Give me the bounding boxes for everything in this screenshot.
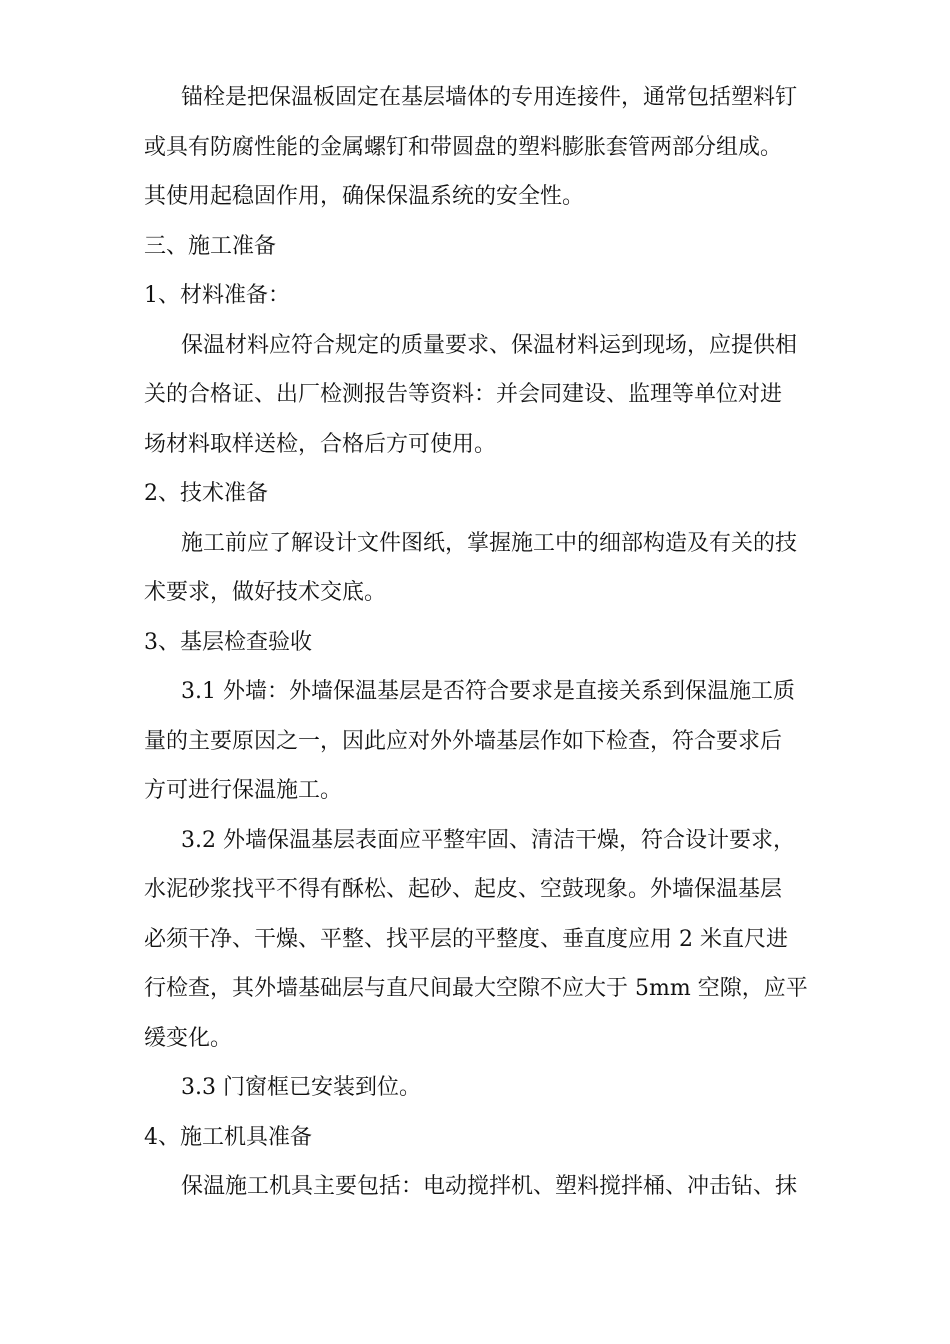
text-line: 三、施工准备 [144,233,277,259]
text-line: 4、施工机具准备 [144,1124,312,1150]
text-line: 关的合格证、出厂检测报告等资料：并会同建设、监理等单位对进 [144,382,783,407]
text-line: 术要求，做好技术交底。 [144,580,387,605]
text-line: 1、材料准备： [144,283,290,308]
text-line: 保温施工机具主要包括：电动搅拌机、塑料搅拌桶、冲击钻、抹 [181,1174,798,1199]
text-line: 量的主要原因之一，因此应对外外墙基层作如下检查，符合要求后 [144,728,783,754]
text-line: 水泥砂浆找平不得有酥松、起砂、起皮、空鼓现象。外墙保温基层 [144,877,783,902]
text-line: 3、基层检查验收 [144,629,312,655]
text-line: 缓变化。 [144,1025,233,1051]
text-line: 场材料取样送检，合格后方可使用。 [144,431,497,457]
text-line: 2、技术准备 [144,481,268,506]
text-line: 保温材料应符合规定的质量要求、保温材料运到现场，应提供相 [181,332,798,358]
text-line: 施工前应了解设计文件图纸，掌握施工中的细部构造及有关的技 [181,530,798,556]
text-line: 行检查，其外墙基础层与直尺间最大空隙不应大于 5mm 空隙，应平 [144,976,808,1001]
text-line: 必须干净、干燥、平整、找平层的平整度、垂直度应用 2 米直尺进 [144,926,788,952]
text-line: 其使用起稳固作用，确保保温系统的安全性。 [144,184,585,209]
text-line: 锚栓是把保温板固定在基层墙体的专用连接件，通常包括塑料钉 [181,85,798,110]
text-line: 3.2 外墙保温基层表面应平整牢固、清洁干燥，符合设计要求， [181,827,795,853]
text-line: 3.1 外墙：外墙保温基层是否符合要求是直接关系到保温施工质 [181,679,795,704]
text-line: 方可进行保温施工。 [144,778,343,803]
text-line: 3.3 门窗框已安装到位。 [181,1075,421,1100]
text-line: 或具有防腐性能的金属螺钉和带圆盘的塑料膨胀套管两部分组成。 [144,134,783,160]
